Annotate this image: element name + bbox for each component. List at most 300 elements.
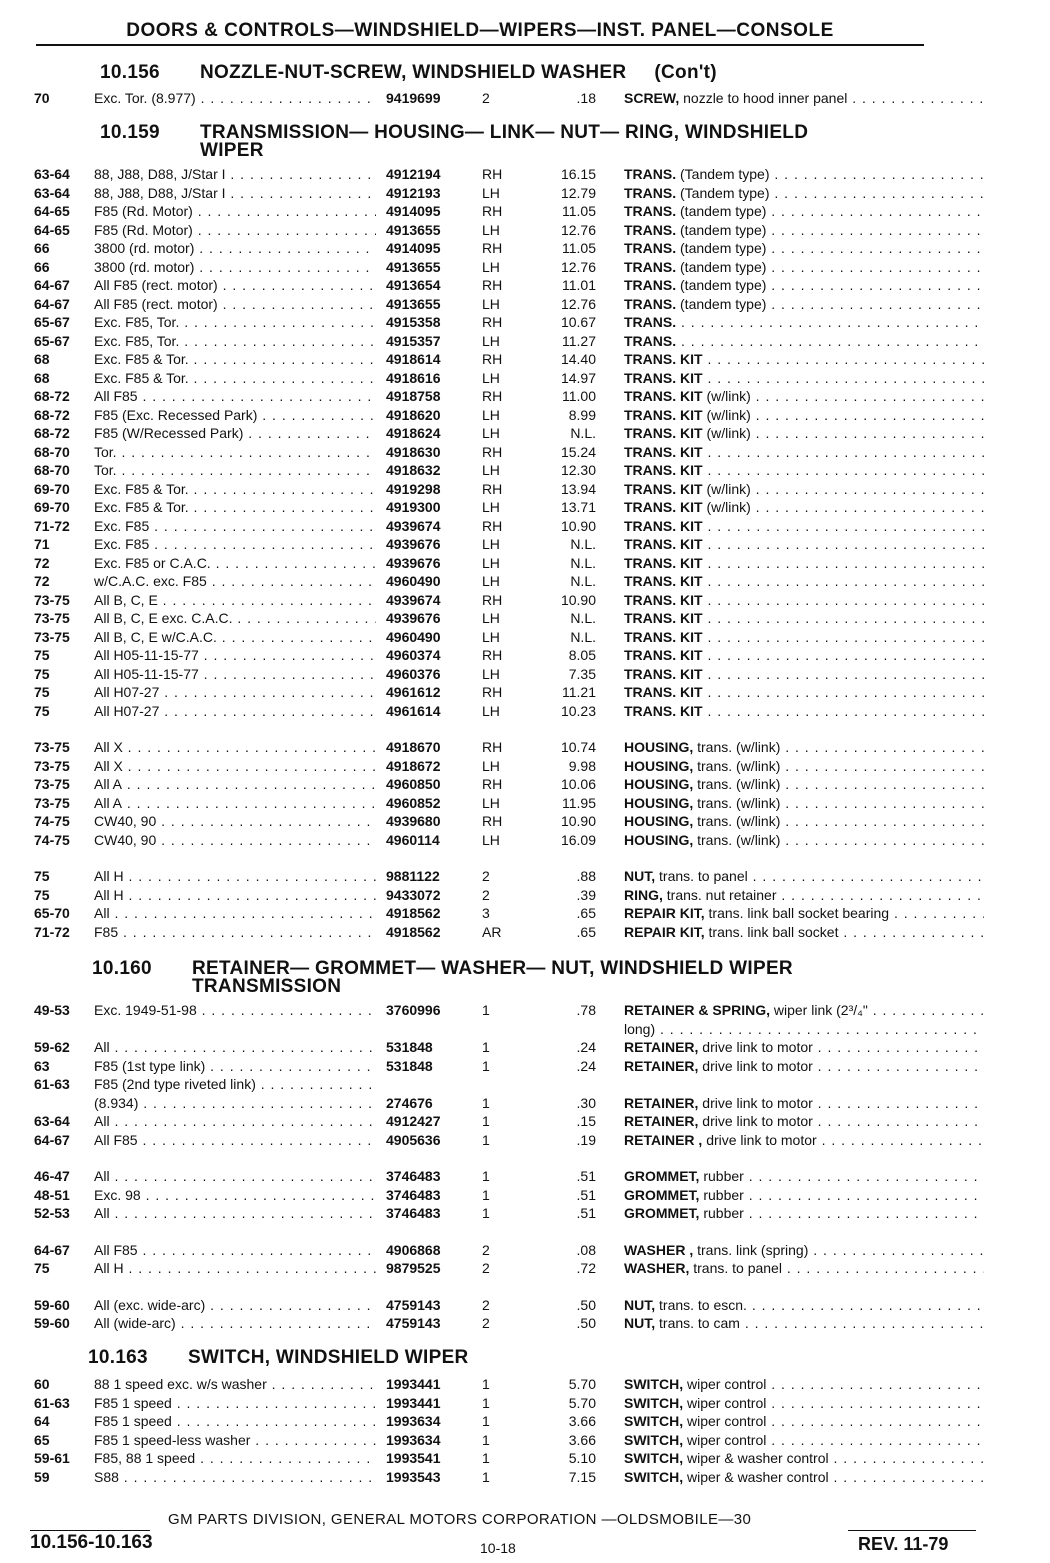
price: 10.23 bbox=[560, 702, 596, 719]
part-number: 3746483 bbox=[386, 1168, 441, 1184]
part-number: 4914095 bbox=[386, 240, 441, 256]
quantity: 1 bbox=[482, 1057, 490, 1074]
application: Tor. . . . bbox=[94, 461, 376, 479]
description: HOUSING, trans. (w/link) . . . bbox=[624, 812, 984, 830]
section-number: 10.159 bbox=[100, 122, 160, 143]
description: RETAINER, drive link to motor . . . bbox=[624, 1094, 984, 1112]
quantity: LH bbox=[482, 536, 500, 552]
parts-row bbox=[0, 1314, 1050, 1333]
quantity: 2 bbox=[482, 886, 490, 903]
model-years: 61-63 bbox=[34, 1394, 70, 1411]
description: GROMMET, rubber . . . bbox=[624, 1167, 984, 1185]
model-years: 73-75 bbox=[34, 794, 70, 811]
description: REPAIR KIT, trans. link ball socket . . . bbox=[624, 923, 984, 941]
model-years: 64-67 bbox=[34, 1131, 70, 1148]
quantity: LH bbox=[482, 462, 500, 478]
parts-row bbox=[0, 1020, 1050, 1039]
parts-row bbox=[0, 350, 1050, 369]
quantity: RH bbox=[482, 813, 503, 829]
model-years: 73-75 bbox=[34, 628, 70, 645]
parts-row bbox=[0, 1094, 1050, 1113]
price: 10.90 bbox=[560, 517, 596, 534]
part-number: 4913655 bbox=[386, 258, 441, 275]
part-number: 9881122 bbox=[386, 868, 440, 884]
model-years: 68-72 bbox=[34, 406, 70, 423]
description-keyword: RETAINER & SPRING, bbox=[624, 1002, 770, 1018]
application: All H07-27 . . . bbox=[94, 702, 376, 720]
application: Exc. F85 & Tor. . . . bbox=[94, 498, 376, 516]
price: N.L. bbox=[570, 554, 596, 571]
section-rows-10159 bbox=[0, 165, 1050, 941]
price: 11.05 bbox=[562, 203, 596, 219]
price: .65 bbox=[576, 905, 596, 921]
price: 11.95 bbox=[562, 794, 596, 811]
description-keyword: NUT, bbox=[624, 1296, 656, 1313]
part-number: 4961612 bbox=[386, 684, 441, 700]
application: Exc. F85 . . . bbox=[94, 535, 376, 553]
parts-row bbox=[0, 867, 1050, 886]
price: 14.97 bbox=[560, 369, 596, 386]
quantity: 1 bbox=[482, 1168, 490, 1184]
description-keyword: SWITCH, bbox=[624, 1450, 684, 1466]
model-years: 59 bbox=[34, 1468, 50, 1485]
application: F85 (2nd type riveted link) . . . bbox=[94, 1075, 376, 1093]
group-spacer bbox=[0, 1223, 1050, 1241]
description-keyword: TRANS. KIT bbox=[624, 425, 703, 441]
model-years: 74-75 bbox=[34, 831, 70, 848]
quantity: LH bbox=[482, 499, 500, 515]
model-years: 71 bbox=[34, 536, 50, 552]
parts-row bbox=[0, 572, 1050, 591]
application: All X . . . bbox=[94, 757, 376, 775]
model-years: 69-70 bbox=[34, 499, 70, 515]
description-keyword: SWITCH, bbox=[624, 1413, 684, 1429]
description-keyword: TRANS. bbox=[624, 184, 677, 201]
description: TRANS. KIT (w/link) . . . bbox=[624, 387, 984, 405]
quantity: 1 bbox=[482, 1113, 490, 1129]
part-number: 4961614 bbox=[386, 702, 441, 719]
price: .51 bbox=[576, 1186, 596, 1203]
description bbox=[624, 369, 984, 387]
parts-row bbox=[0, 535, 1050, 554]
description: HOUSING, trans. (w/link) . . . bbox=[624, 831, 984, 849]
section-title: NOZZLE-NUT-SCREW, WINDSHIELD WASHER bbox=[200, 62, 627, 83]
price: 3.66 bbox=[568, 1431, 596, 1448]
part-number: 4912194 bbox=[386, 166, 441, 182]
description-keyword: TRANS. KIT bbox=[624, 462, 703, 478]
model-years: 75 bbox=[34, 1260, 50, 1276]
part-number: 1993441 bbox=[386, 1376, 441, 1392]
model-years: 52-53 bbox=[34, 1205, 70, 1221]
price: 5.70 bbox=[568, 1394, 596, 1411]
parts-row bbox=[0, 480, 1050, 499]
part-number: 4913655 bbox=[386, 221, 441, 238]
application: All . . . bbox=[94, 1204, 376, 1222]
quantity: RH bbox=[482, 591, 503, 608]
model-years: 72 bbox=[34, 554, 50, 571]
description: RETAINER, drive link to motor . . . bbox=[624, 1057, 984, 1075]
parts-row bbox=[0, 683, 1050, 702]
application: Exc. F85 & Tor. . . . bbox=[94, 350, 376, 368]
description bbox=[624, 609, 984, 627]
model-years: 59-60 bbox=[34, 1296, 70, 1313]
parts-row bbox=[0, 498, 1050, 517]
part-number: 4918632 bbox=[386, 462, 441, 478]
price: 12.76 bbox=[560, 258, 596, 275]
model-years: 73-75 bbox=[34, 757, 70, 774]
price: 12.76 bbox=[560, 295, 596, 312]
part-number: 4939676 bbox=[386, 610, 441, 626]
model-years: 66 bbox=[34, 258, 50, 275]
description-keyword: SWITCH, bbox=[624, 1394, 684, 1411]
application: All H05-11-15-77 . . . bbox=[94, 646, 376, 664]
description: TRANS. (tandem type) . . . bbox=[624, 221, 984, 239]
quantity: 2 bbox=[482, 1315, 490, 1331]
parts-row bbox=[0, 554, 1050, 573]
group-spacer bbox=[0, 1149, 1050, 1167]
application: All (exc. wide-arc) . . . bbox=[94, 1296, 376, 1314]
parts-row bbox=[0, 628, 1050, 647]
description: RING, trans. nut retainer . . . bbox=[624, 886, 984, 904]
description-keyword: WASHER , bbox=[624, 1241, 694, 1258]
quantity: RH bbox=[482, 314, 503, 330]
description-keyword: TRANS. bbox=[624, 240, 677, 256]
price: 5.10 bbox=[568, 1450, 596, 1466]
quantity: 1 bbox=[482, 1376, 490, 1392]
description bbox=[624, 554, 984, 572]
model-years: 65-67 bbox=[34, 332, 70, 349]
part-number: 9419699 bbox=[386, 90, 441, 106]
description-keyword: TRANS. KIT bbox=[624, 591, 703, 608]
parts-row bbox=[0, 406, 1050, 425]
quantity: 2 bbox=[482, 90, 490, 106]
description-keyword: TRANS. KIT bbox=[624, 351, 703, 367]
description-keyword: RETAINER , bbox=[624, 1131, 703, 1148]
part-number: 274676 bbox=[386, 1094, 433, 1111]
quantity: RH bbox=[482, 684, 503, 700]
quantity: RH bbox=[482, 739, 503, 755]
description-keyword: TRANS. bbox=[624, 258, 677, 275]
section-title-line2: TRANSMISSION bbox=[192, 976, 342, 997]
parts-row bbox=[0, 886, 1050, 905]
price: .88 bbox=[576, 868, 596, 884]
parts-row bbox=[0, 738, 1050, 757]
part-number: 4918624 bbox=[386, 425, 441, 441]
parts-row bbox=[0, 1112, 1050, 1131]
parts-row bbox=[0, 295, 1050, 314]
application: All H05-11-15-77 . . . bbox=[94, 665, 376, 683]
model-years: 64-67 bbox=[34, 277, 70, 293]
application: F85 (1st type link) . . . bbox=[94, 1057, 376, 1075]
quantity: LH bbox=[482, 369, 500, 386]
parts-row bbox=[0, 1038, 1050, 1057]
part-number: 4939680 bbox=[386, 813, 441, 829]
description-keyword: REPAIR KIT, bbox=[624, 905, 705, 921]
description: HOUSING, trans. (w/link) . . . bbox=[624, 775, 984, 793]
quantity: LH bbox=[482, 295, 500, 312]
description-keyword: TRANS. KIT bbox=[624, 499, 703, 515]
description-keyword: SWITCH, bbox=[624, 1376, 684, 1392]
part-number: 4960490 bbox=[386, 573, 441, 589]
quantity: 1 bbox=[482, 1468, 490, 1485]
application: All (wide-arc) . . . bbox=[94, 1314, 376, 1332]
footer-rule-right bbox=[848, 1530, 976, 1531]
description-keyword: RETAINER, bbox=[624, 1057, 699, 1074]
quantity: LH bbox=[482, 258, 500, 275]
quantity: LH bbox=[482, 757, 500, 774]
description-keyword: TRANS. bbox=[624, 221, 677, 238]
parts-row bbox=[0, 646, 1050, 665]
quantity: 1 bbox=[482, 1131, 490, 1148]
description bbox=[624, 332, 984, 350]
price: .24 bbox=[576, 1039, 596, 1055]
parts-row bbox=[0, 1001, 1050, 1020]
part-number: 4912193 bbox=[386, 184, 441, 201]
application: All H . . . bbox=[94, 1259, 376, 1277]
price: 7.15 bbox=[568, 1468, 596, 1485]
description: TRANS. (Tandem type) . . . bbox=[624, 184, 984, 202]
part-number: 4918562 bbox=[386, 905, 441, 921]
description-keyword: TRANS. KIT bbox=[624, 536, 703, 552]
model-years: 74-75 bbox=[34, 813, 70, 829]
quantity: LH bbox=[482, 406, 500, 423]
price: .30 bbox=[576, 1094, 596, 1111]
part-number: 4939674 bbox=[386, 517, 441, 534]
parts-row bbox=[0, 794, 1050, 813]
parts-row bbox=[0, 517, 1050, 536]
description: TRANS. KIT (w/link) . . . bbox=[624, 498, 984, 516]
quantity: 1 bbox=[482, 1205, 490, 1221]
model-years: 73-75 bbox=[34, 610, 70, 626]
quantity: RH bbox=[482, 647, 503, 663]
parts-row bbox=[0, 258, 1050, 277]
application: F85 1 speed . . . bbox=[94, 1412, 376, 1430]
application: Exc. F85 & Tor. . . . bbox=[94, 369, 376, 387]
description-keyword: TRANS. bbox=[624, 203, 677, 219]
section-number: 10.156 bbox=[100, 62, 160, 83]
description: SWITCH, wiper control . . . bbox=[624, 1394, 984, 1412]
parts-row bbox=[0, 276, 1050, 295]
description-keyword: RETAINER, bbox=[624, 1094, 699, 1111]
application: Exc. F85, Tor. . . . bbox=[94, 313, 376, 331]
description-keyword: TRANS. bbox=[624, 295, 677, 312]
parts-row bbox=[0, 1375, 1050, 1394]
part-number: 4915357 bbox=[386, 332, 441, 349]
description-keyword: TRANS. KIT bbox=[624, 665, 703, 682]
price: 11.21 bbox=[562, 684, 596, 700]
section-continued: (Con't) bbox=[654, 62, 717, 83]
description bbox=[624, 350, 984, 368]
description-keyword: TRANS. KIT bbox=[624, 554, 703, 571]
application: All . . . bbox=[94, 904, 376, 922]
quantity: LH bbox=[482, 221, 500, 238]
quantity: LH bbox=[482, 184, 500, 201]
quantity: LH bbox=[482, 554, 500, 571]
footer-section-range: 10.156-10.163 bbox=[30, 1532, 153, 1553]
part-number: 4759143 bbox=[386, 1296, 441, 1313]
application: All . . . bbox=[94, 1167, 376, 1185]
quantity: LH bbox=[482, 831, 500, 848]
description-keyword: HOUSING, bbox=[624, 739, 694, 755]
description-keyword: RETAINER, bbox=[624, 1039, 699, 1055]
price: 10.90 bbox=[560, 591, 596, 608]
description-keyword: GROMMET, bbox=[624, 1168, 700, 1184]
application: Exc. F85 . . . bbox=[94, 517, 376, 535]
quantity: 2 bbox=[482, 1296, 490, 1313]
description-keyword: HOUSING, bbox=[624, 776, 694, 792]
part-number: 4919300 bbox=[386, 499, 441, 515]
model-years: 75 bbox=[34, 868, 50, 884]
application: (8.934) . . . bbox=[94, 1094, 376, 1112]
price: .15 bbox=[576, 1113, 596, 1129]
parts-row bbox=[0, 904, 1050, 923]
parts-row bbox=[0, 1075, 1050, 1094]
description-keyword: HOUSING, bbox=[624, 794, 694, 811]
description: TRANS. (tandem type) . . . bbox=[624, 276, 984, 294]
application: F85 (Exc. Recessed Park) . . . bbox=[94, 406, 376, 424]
parts-row bbox=[0, 591, 1050, 610]
application: Exc. F85, Tor. . . . bbox=[94, 332, 376, 350]
description: HOUSING, trans. (w/link) . . . bbox=[624, 757, 984, 775]
parts-row bbox=[0, 1296, 1050, 1315]
part-number: 4960850 bbox=[386, 776, 441, 792]
quantity: RH bbox=[482, 443, 503, 460]
price: 8.99 bbox=[568, 406, 596, 423]
description-keyword: TRANS. KIT bbox=[624, 628, 703, 645]
description bbox=[624, 665, 984, 683]
parts-row bbox=[0, 1167, 1050, 1186]
section-heading-10156 bbox=[100, 64, 717, 82]
model-years: 68-70 bbox=[34, 443, 70, 460]
quantity: 2 bbox=[482, 1241, 490, 1258]
description-keyword: TRANS. KIT bbox=[624, 517, 703, 534]
model-years: 65 bbox=[34, 1431, 50, 1448]
model-years: 65-67 bbox=[34, 314, 70, 330]
part-number: 4906868 bbox=[386, 1241, 441, 1258]
price: .65 bbox=[576, 923, 596, 940]
model-years: 46-47 bbox=[34, 1168, 70, 1184]
part-number: 4960114 bbox=[386, 831, 440, 848]
application: All F85 (rect. motor) . . . bbox=[94, 276, 376, 294]
model-years: 72 bbox=[34, 573, 50, 589]
application: All F85 (rect. motor) . . . bbox=[94, 295, 376, 313]
description: SWITCH, wiper control . . . bbox=[624, 1375, 984, 1393]
price: .72 bbox=[576, 1260, 596, 1276]
application: w/C.A.C. exc. F85 . . . bbox=[94, 572, 376, 590]
part-number: 9879525 bbox=[386, 1260, 441, 1276]
description: GROMMET, rubber . . . bbox=[624, 1186, 984, 1204]
model-years: 73-75 bbox=[34, 739, 70, 755]
description: TRANS. (tandem type) . . . bbox=[624, 258, 984, 276]
quantity: RH bbox=[482, 480, 503, 497]
model-years: 60 bbox=[34, 1376, 50, 1392]
quantity: RH bbox=[482, 203, 503, 219]
description: NUT, trans. to cam . . . bbox=[624, 1314, 984, 1332]
application: 88 1 speed exc. w/s washer . . . bbox=[94, 1375, 376, 1393]
description-keyword: TRANS. bbox=[624, 166, 677, 182]
price: 8.05 bbox=[568, 647, 596, 663]
description-keyword: TRANS. KIT bbox=[624, 443, 703, 460]
description: RETAINER, drive link to motor . . . bbox=[624, 1038, 984, 1056]
application: Exc. Tor. (8.977) . . . bbox=[94, 89, 376, 107]
price: 7.35 bbox=[568, 665, 596, 682]
model-years: 73-75 bbox=[34, 776, 70, 792]
description: NUT, trans. to escn. . . . bbox=[624, 1296, 984, 1314]
parts-row bbox=[0, 202, 1050, 221]
application: All F85 . . . bbox=[94, 1131, 376, 1149]
description-keyword: NUT, bbox=[624, 868, 656, 884]
description: TRANS. KIT (w/link) . . . bbox=[624, 480, 984, 498]
description-keyword: TRANS. KIT bbox=[624, 610, 703, 626]
quantity: RH bbox=[482, 240, 503, 256]
part-number: 4918620 bbox=[386, 406, 441, 423]
description-keyword: GROMMET, bbox=[624, 1186, 700, 1203]
parts-row bbox=[0, 831, 1050, 850]
part-number: 4960490 bbox=[386, 628, 441, 645]
part-number: 4960374 bbox=[386, 647, 441, 663]
description: WASHER , trans. link (spring) . . . bbox=[624, 1241, 984, 1259]
description-keyword: RETAINER, bbox=[624, 1113, 699, 1129]
application: Exc. 98 . . . bbox=[94, 1186, 376, 1204]
part-number: 4918630 bbox=[386, 443, 441, 460]
price: .18 bbox=[576, 90, 596, 106]
price: 11.01 bbox=[562, 277, 596, 293]
part-number: 4918614 bbox=[386, 351, 441, 367]
model-years: 75 bbox=[34, 702, 50, 719]
quantity: RH bbox=[482, 776, 503, 792]
description-keyword: GROMMET, bbox=[624, 1205, 700, 1221]
parts-row bbox=[0, 775, 1050, 794]
application: Exc. F85 & Tor. . . . bbox=[94, 480, 376, 498]
price: N.L. bbox=[570, 573, 596, 589]
price: 11.00 bbox=[562, 388, 596, 404]
quantity: RH bbox=[482, 277, 503, 293]
model-years: 68-70 bbox=[34, 462, 70, 478]
price: 12.30 bbox=[560, 462, 596, 478]
model-years: 64-65 bbox=[34, 203, 70, 219]
price: N.L. bbox=[570, 536, 596, 552]
quantity: 2 bbox=[482, 868, 490, 884]
parts-row bbox=[0, 1057, 1050, 1076]
section-rows-10163 bbox=[0, 1375, 1050, 1486]
application: F85 (Rd. Motor) . . . bbox=[94, 202, 376, 220]
application: All H . . . bbox=[94, 886, 376, 904]
description-keyword: TRANS. KIT bbox=[624, 480, 703, 497]
price: 10.06 bbox=[560, 776, 596, 792]
price: 16.09 bbox=[560, 831, 596, 848]
parts-row bbox=[0, 1431, 1050, 1450]
quantity: LH bbox=[482, 425, 500, 441]
quantity: 1 bbox=[482, 1186, 490, 1203]
parts-row bbox=[0, 1241, 1050, 1260]
part-number: 4914095 bbox=[386, 203, 441, 219]
parts-row bbox=[0, 1468, 1050, 1487]
parts-row bbox=[0, 1449, 1050, 1468]
quantity: LH bbox=[482, 332, 500, 349]
application: S88 . . . bbox=[94, 1468, 376, 1486]
quantity: RH bbox=[482, 517, 503, 534]
part-number: 4939676 bbox=[386, 536, 441, 552]
price: 5.70 bbox=[568, 1376, 596, 1392]
price: 13.71 bbox=[560, 499, 596, 515]
part-number: 531848 bbox=[386, 1039, 433, 1055]
section-heading-10160 bbox=[92, 960, 793, 996]
model-years: 59-62 bbox=[34, 1039, 70, 1055]
model-years: 71-72 bbox=[34, 923, 70, 940]
parts-row bbox=[0, 239, 1050, 258]
application: F85 (Rd. Motor) . . . bbox=[94, 221, 376, 239]
description-keyword: SWITCH, bbox=[624, 1468, 684, 1485]
